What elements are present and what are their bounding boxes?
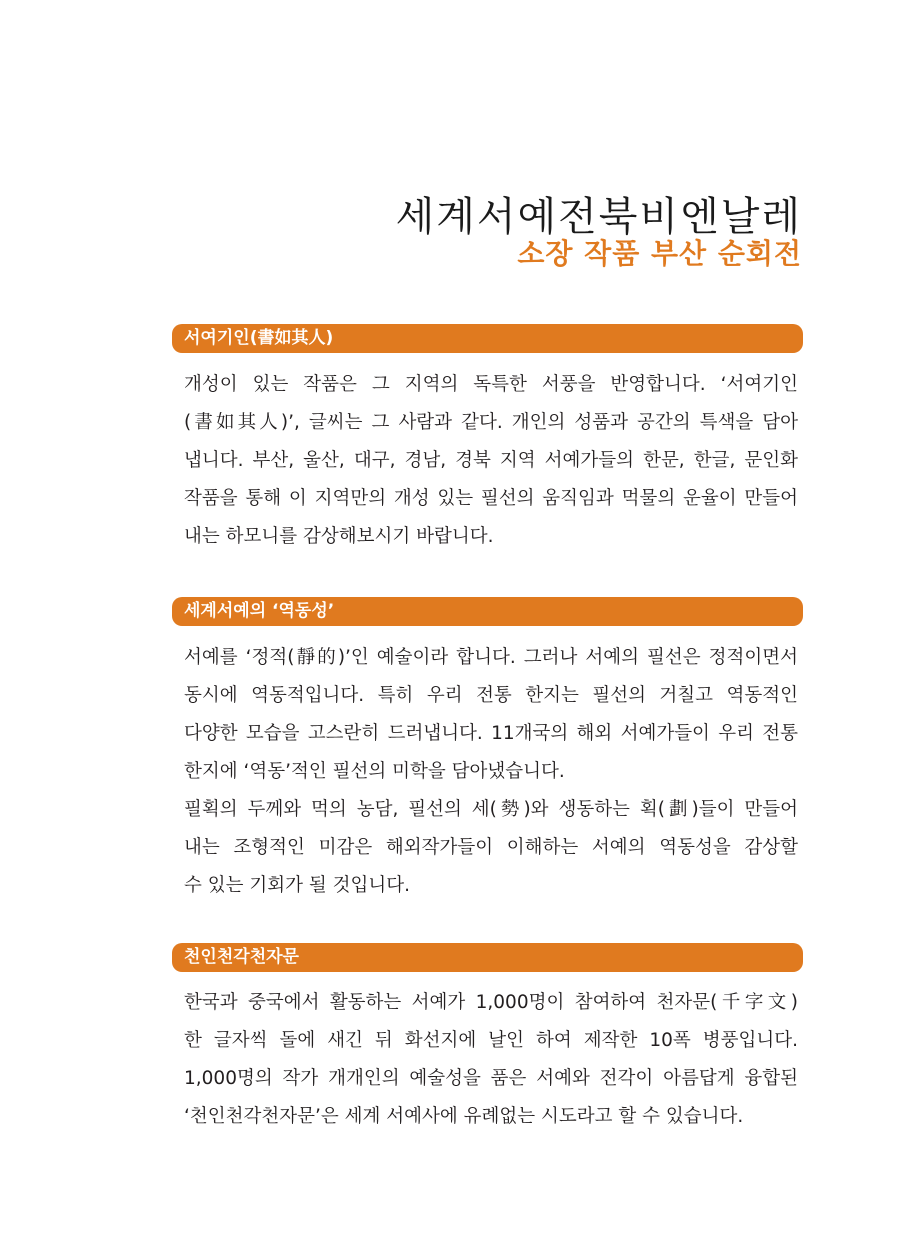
body-line: 냅니다. 부산, 울산, 대구, 경남, 경북 지역 서예가들의 한문, 한글, 문인화 [184, 450, 798, 471]
section-heading-dynamism: 세계서예의 ‘역동성’ [172, 597, 803, 626]
body-line: 필획의 두께와 먹의 농담, 필선의 세(勢)와 생동하는 획(劃)들이 만들어 [184, 799, 798, 820]
body-line: 다양한 모습을 고스란히 드러냅니다. 11개국의 해외 서예가들이 우리 전통 [184, 723, 798, 744]
section-body-dynamism [184, 639, 798, 905]
body-line: ‘천인천각천자문’은 세계 서예사에 유례없는 시도라고 할 수 있습니다. [184, 1106, 744, 1127]
section-body-seoyeogiin [184, 366, 798, 556]
page-subtitle: 소장 작품 부산 순회전 [517, 237, 802, 270]
body-line: 한지에 ‘역동’적인 필선의 미학을 담아냈습니다. [184, 761, 565, 782]
body-line: 내는 하모니를 감상해보시기 바랍니다. [184, 526, 494, 547]
body-line: 한 글자씩 돌에 새긴 뒤 화선지에 날인 하여 제작한 10폭 병풍입니다. [184, 1030, 798, 1051]
body-line: 한국과 중국에서 활동하는 서예가 1,000명이 참여하여 천자문(千字文) [184, 992, 798, 1013]
section-body-thousand-character [184, 984, 798, 1136]
body-line: (書如其人)’, 글씨는 그 사람과 같다. 개인의 성품과 공간의 특색을 담아 [184, 412, 798, 433]
body-line: 내는 조형적인 미감은 해외작가들이 이해하는 서예의 역동성을 감상할 [184, 837, 798, 858]
body-line: 동시에 역동적입니다. 특히 우리 전통 한지는 필선의 거칠고 역동적인 [184, 685, 798, 706]
section-heading-thousand-character: 천인천각천자문 [172, 943, 803, 972]
body-line: 작품을 통해 이 지역만의 개성 있는 필선의 움직임과 먹물의 운율이 만들어 [184, 488, 798, 509]
body-line: 수 있는 기회가 될 것입니다. [184, 875, 410, 896]
section-heading-seoyeogiin: 서여기인(書如其人) [172, 324, 803, 353]
body-line: 서예를 ‘정적(靜的)’인 예술이라 합니다. 그러나 서예의 필선은 정적이면서 [184, 647, 798, 668]
body-line: 1,000명의 작가 개개인의 예술성을 품은 서예와 전각이 아름답게 융합된 [184, 1068, 798, 1089]
body-line: 개성이 있는 작품은 그 지역의 독특한 서풍을 반영합니다. ‘서여기인 [184, 374, 798, 395]
page-title: 세계서예전북비엔날레 [395, 194, 802, 240]
